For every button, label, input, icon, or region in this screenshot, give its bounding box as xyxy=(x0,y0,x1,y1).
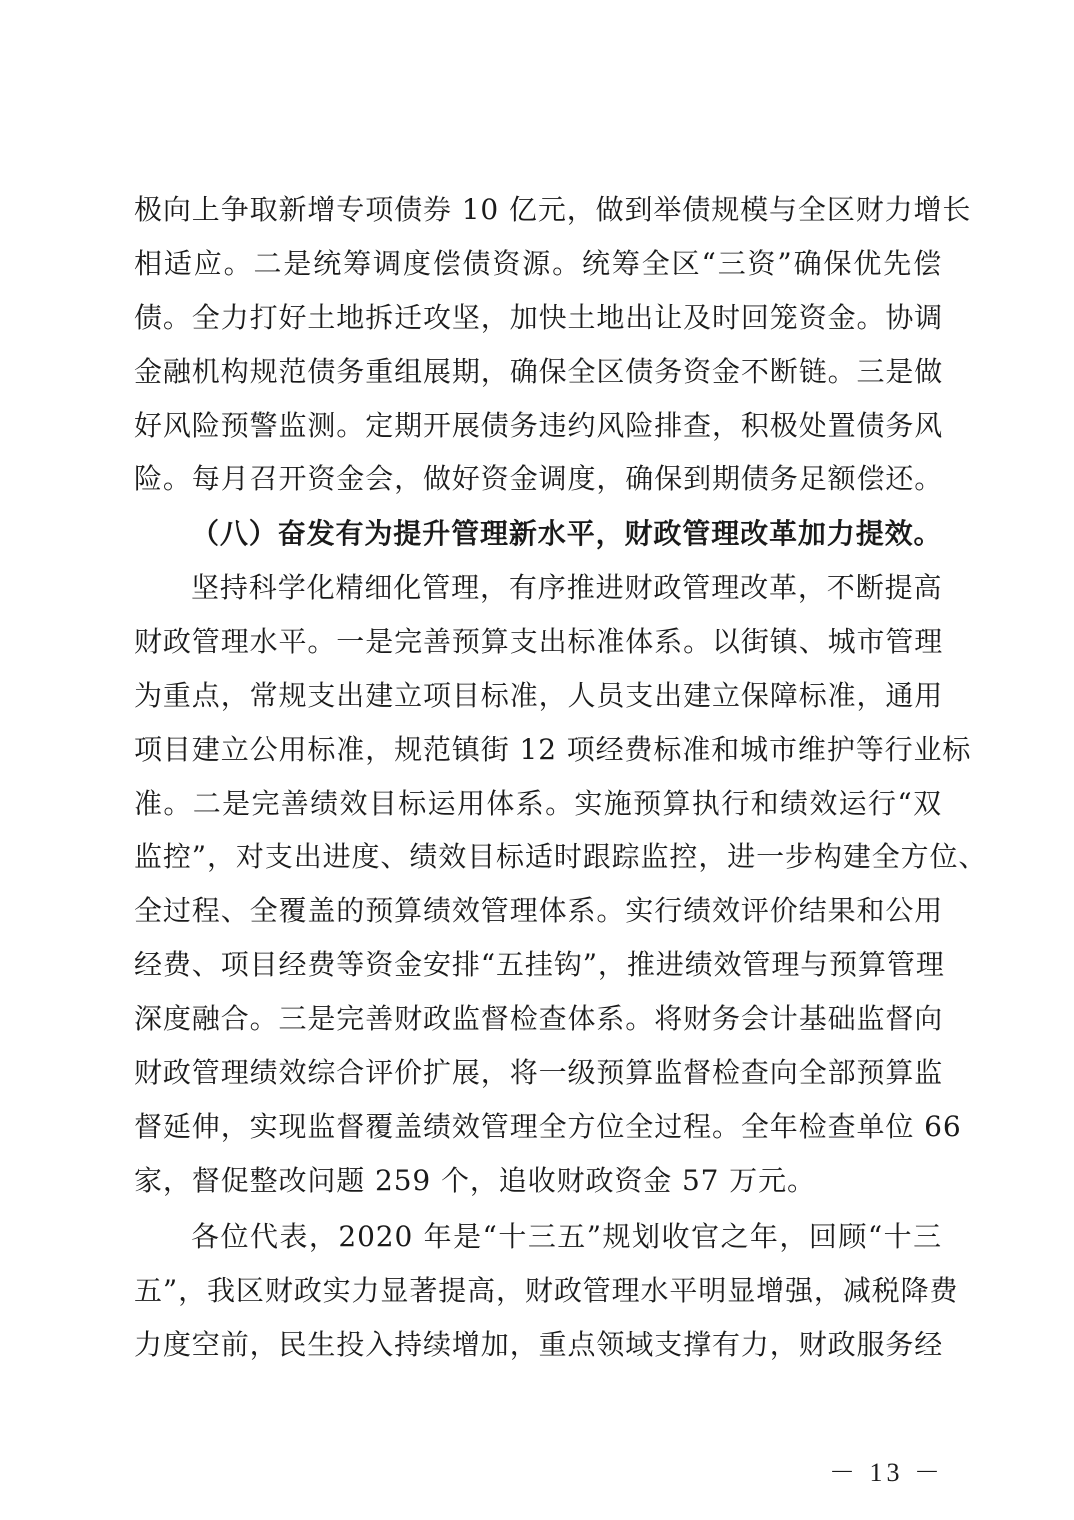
text-line: 项目建立公用标准，规范镇街 12 项经费标准和城市维护等行业标 xyxy=(134,732,972,766)
text-line: 极向上争取新增专项债券 10 亿元，做到举债规模与全区财力增长 xyxy=(134,193,972,226)
text-line: 财政管理绩效综合评价扩展，将一级预算监督检查向全部预算监 xyxy=(134,1056,944,1090)
text-line: 深度融合。三是完善财政监督检查体系。将财务会计基础监督向 xyxy=(134,1002,944,1036)
text-line: 督延伸，实现监督覆盖绩效管理全方位全过程。全年检查单位 66 xyxy=(134,1109,962,1143)
text-line: 相适应。二是统筹调度偿债资源。统筹全区“三资”确保优先偿 xyxy=(134,246,942,280)
text-line: 好风险预警监测。定期开展债务违约风险排查，积极处置债务风 xyxy=(134,408,944,442)
text-line: 全过程、全覆盖的预算绩效管理体系。实行绩效评价结果和公用 xyxy=(134,894,944,928)
paragraph-management-reform xyxy=(134,561,988,1208)
text-line: 债。全力打好土地拆迁攻坚，加快土地出让及时回笼资金。协调 xyxy=(134,300,944,334)
text-line: 坚持科学化精细化管理，有序推进财政管理改革，不断提高 xyxy=(191,571,943,604)
text-line: 金融机构规范债务重组展期，确保全区债务资金不断链。三是做 xyxy=(134,354,944,388)
text-line: 监控”，对支出进度、绩效目标适时跟踪监控，进一步构建全方位、 xyxy=(134,840,988,874)
text-line: 五”，我区财政实力显著提高，财政管理水平明显增强，减税降费 xyxy=(134,1273,959,1307)
text-line: 险。每月召开资金会，做好资金调度，确保到期债务足额偿还。 xyxy=(134,462,944,496)
text-line: 准。二是完善绩效目标运用体系。实施预算执行和绩效运行“双 xyxy=(134,786,942,820)
text-line: 各位代表，2020 年是“十三五”规划收官之年，回顾“十三 xyxy=(191,1220,942,1253)
text-line: 为重点，常规支出建立项目标准，人员支出建立保障标准，通用 xyxy=(134,678,944,712)
text-line: 家，督促整改问题 259 个，追收财政资金 57 万元。 xyxy=(134,1163,816,1197)
section-heading-8 xyxy=(134,507,942,561)
text-line: 财政管理水平。一是完善预算支出标准体系。以街镇、城市管理 xyxy=(134,624,944,658)
paragraph-review xyxy=(134,1210,959,1372)
paragraph-debt-management xyxy=(134,183,972,506)
page-number: － 13 － xyxy=(828,1458,944,1487)
text-line: 经费、项目经费等资金安排“五挂钩”，推进绩效管理与预算管理 xyxy=(134,948,945,982)
text-line: 力度空前，民生投入持续增加，重点领域支撑有力，财政服务经 xyxy=(134,1327,944,1361)
section-heading: （八）奋发有为提升管理新水平，财政管理改革加力提效。 xyxy=(191,517,943,550)
